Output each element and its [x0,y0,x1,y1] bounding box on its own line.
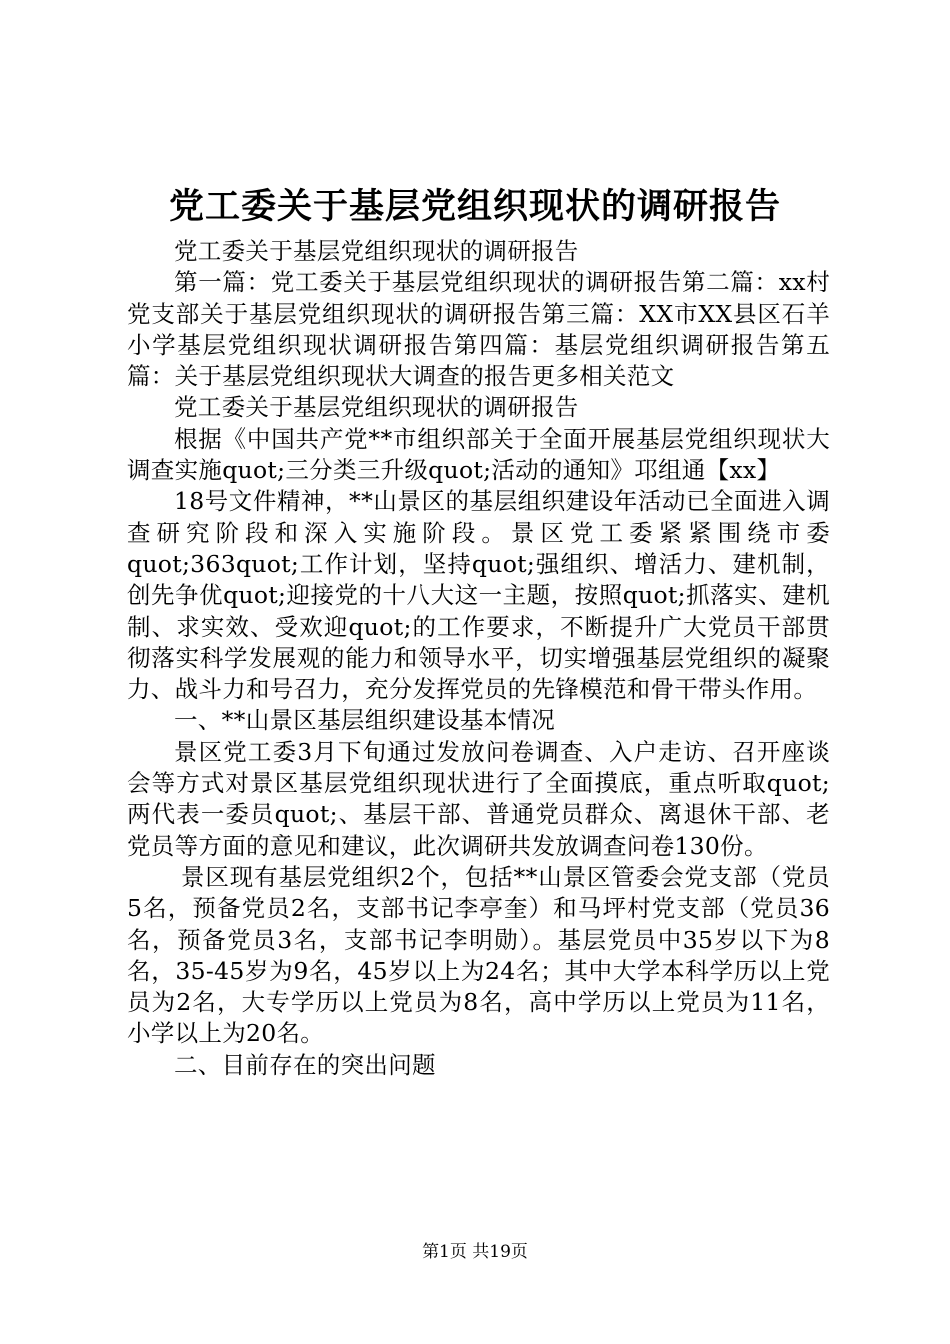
paragraph-survey: 景区党工委3月下旬通过发放问卷调查、入户走访、召开座谈会等方式对景区基层党组织现状进行了全面摸底，重点听取quot;两代表一委员quot;、基层干部、普通党员群众、离退休干部、老党员等方面的意见和建议，此次调研共发放调查问卷130份。 [127,737,830,860]
paragraph-statistics: 景区现有基层党组织2个，包括**山景区管委会党支部（党员5名，预备党员2名，支部书记李亭奎）和马坪村党支部（党员36名，预备党员3名，支部书记李明勋）。基层党员中35岁以下为8名，35-45岁为9名，45岁以上为24名；其中大学本科学历以上党员为2名，大专学历以上党员为8名，高中学历以上党员为11名，小学以上为20名。 [127,862,830,1048]
document-title: 党工委关于基层党组织现状的调研报告 [168,186,781,227]
paragraph-repeat-title: 党工委关于基层党组织现状的调研报告 [174,393,579,422]
paragraph-contents-list: 第一篇：党工委关于基层党组织现状的调研报告第二篇：xx村党支部关于基层党组织现状的调研报告第三篇：XX市XX县区石羊小学基层党组织现状调研报告第四篇：基层党组织调研报告第五篇：关于基层党组织现状大调查的报告更多相关范文 [127,268,830,391]
section-heading-1: 一、**山景区基层组织建设基本情况 [174,706,556,735]
page-number-footer: 第1页 共19页 [422,1242,528,1262]
section-heading-2: 二、目前存在的突出问题 [174,1050,436,1079]
paragraph-subtitle: 党工委关于基层党组织现状的调研报告 [174,237,579,265]
document-body [127,236,830,1081]
paragraph-basis: 根据《中国共产党**市组织部关于全面开展基层党组织现状大调查实施quot;三分类三升级quot;活动的通知》邛组通【xx】 [127,424,830,485]
paragraph-document-spirit: 18号文件精神，**山景区的基层组织建设年活动已全面进入调查研究阶段和深入实施阶段。景区党工委紧紧围绕市委quot;363quot;工作计划，坚持quot;强组织、增活力、建机制，创先争优quot;迎接党的十八大这一主题，按照quot;抓落实、建机制、求实效、受欢迎quot;的工作要求，不断提升广大党员干部贯彻落实科学发展观的能力和领导水平，切实增强基层党组织的凝聚力、战斗力和号召力，充分发挥党员的先锋模范和骨干带头作用。 [127,487,830,704]
